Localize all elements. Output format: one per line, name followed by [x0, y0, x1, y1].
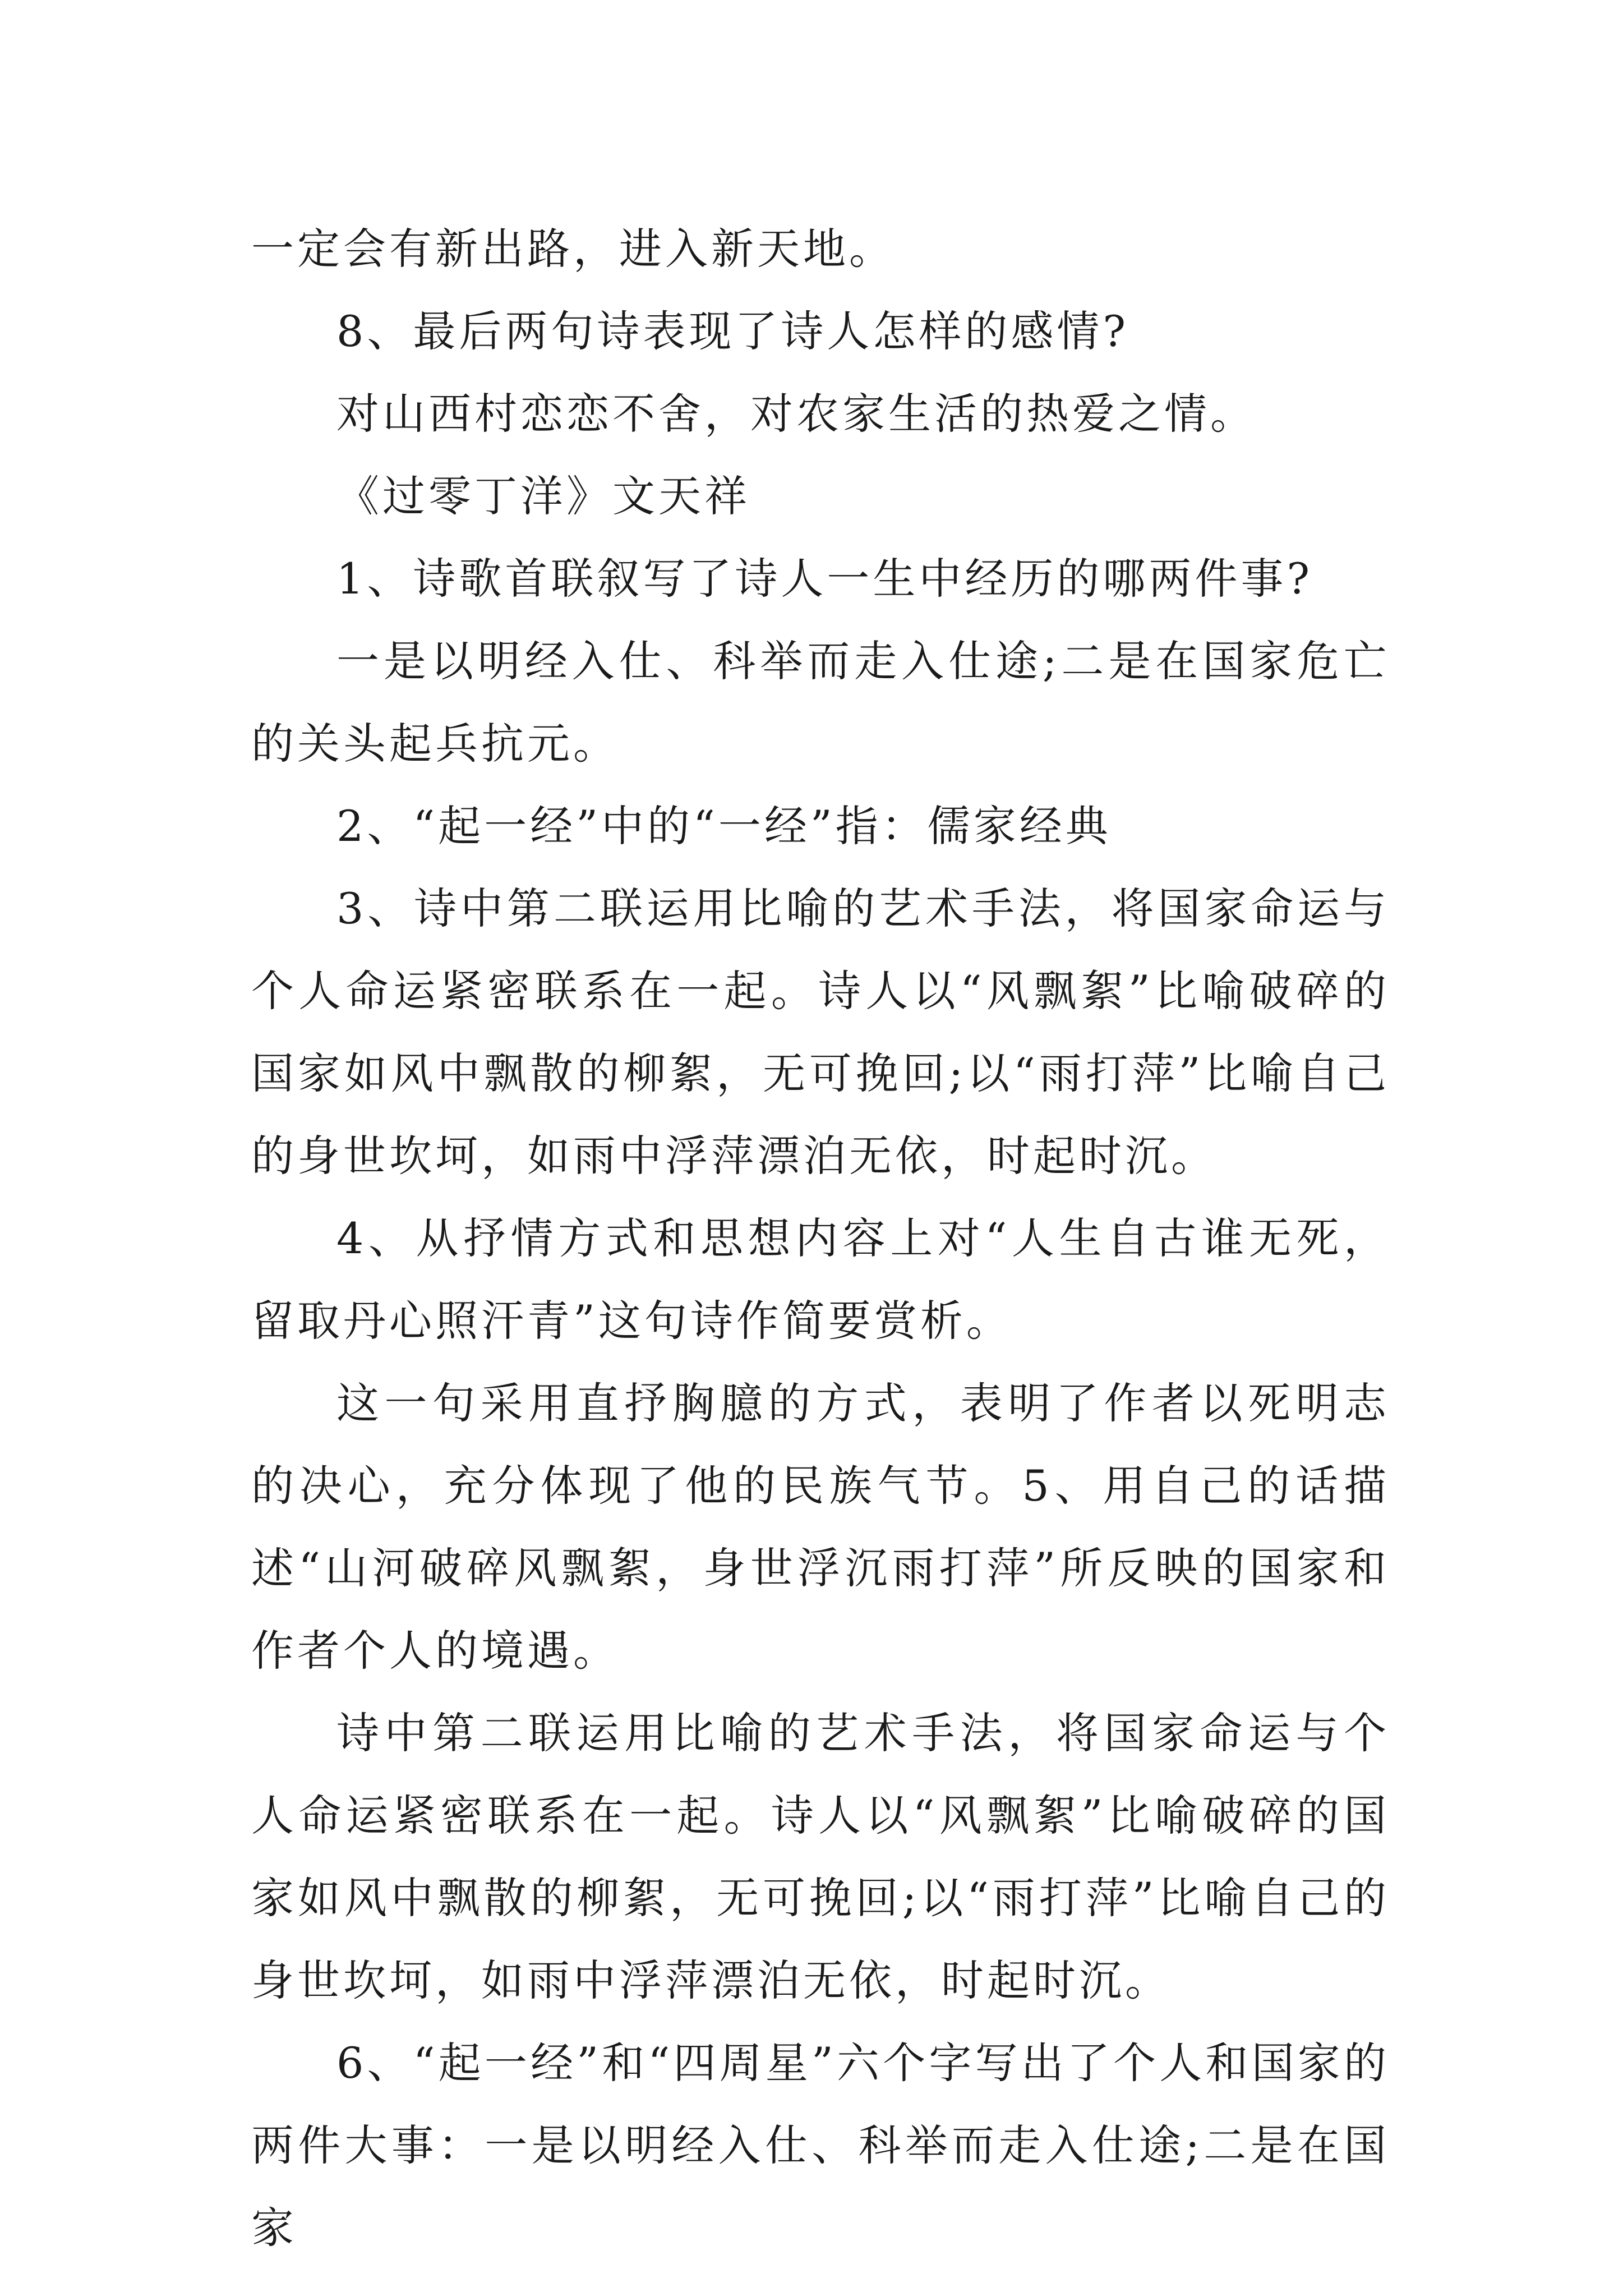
paragraph: 一定会有新出路，进入新天地。: [251, 224, 895, 274]
question-paragraph: 1、诗歌首联叙写了诗人一生中经历的哪两件事?: [336, 554, 1313, 604]
question-paragraph: 4、从抒情方式和思想内容上对“人生自古谁无死，留取丹心照汗青”这句诗作简要赏析。: [251, 1213, 1390, 1346]
document-body: [251, 208, 1390, 2269]
answer-paragraph: 一是以明经入仕、科举而走入仕途;二是在国家危亡的关头起兵抗元。: [251, 636, 1390, 769]
question-paragraph: 6、“起一经”和“四周星”六个字写出了个人和国家的两件大事：一是以明经入仕、科举而走入仕途;二是在国家: [251, 2038, 1390, 2253]
answer-paragraph: 3、诗中第二联运用比喻的艺术手法，将国家命运与个人命运紧密联系在一起。诗人以“风飘絮”比喻破碎的国家如风中飘散的柳絮，无可挽回;以“雨打萍”比喻自己的身世坎坷，如雨中浮萍漂泊无依，时起时沉。: [251, 884, 1390, 1181]
answer-paragraph: 对山西村恋恋不舍，对农家生活的热爱之情。: [336, 389, 1256, 439]
question-paragraph: 8、最后两句诗表现了诗人怎样的感情?: [336, 306, 1129, 356]
section-heading: 《过零丁洋》文天祥: [336, 471, 750, 521]
question-paragraph: 2、“起一经”中的“一经”指：儒家经典: [336, 801, 1112, 851]
answer-paragraph: 诗中第二联运用比喻的艺术手法，将国家命运与个人命运紧密联系在一起。诗人以“风飘絮”比喻破碎的国家如风中飘散的柳絮，无可挽回;以“雨打萍”比喻自己的身世坎坷，如雨中浮萍漂泊无依，时起时沉。: [251, 1708, 1390, 2005]
answer-paragraph: 这一句采用直抒胸臆的方式，表明了作者以死明志的决心，充分体现了他的民族气节。5、用自己的话描述“山河破碎风飘絮，身世浮沉雨打萍”所反映的国家和作者个人的境遇。: [251, 1378, 1390, 1676]
